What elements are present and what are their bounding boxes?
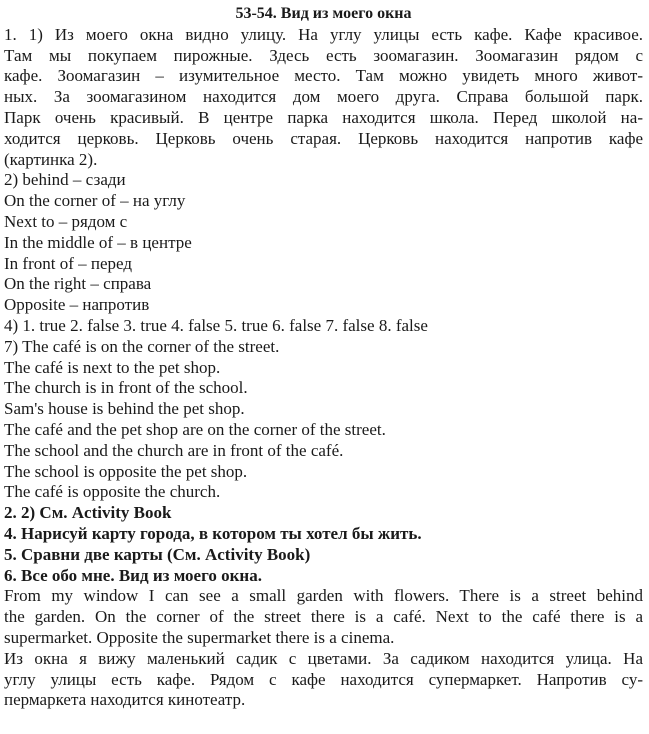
vocab-item: On the corner of – на углу bbox=[4, 191, 186, 211]
document-page bbox=[4, 4, 643, 711]
text-line: ных. За зоомагазином находится дом моего друга. Справа большой парк. bbox=[4, 87, 643, 107]
text-line: Там мы покупаем пирожные. Здесь есть зоомагазин. Зоомагазин рядом с bbox=[4, 45, 643, 65]
text-line: углу улицы есть кафе. Рядом с кафе находится супермаркет. Напротив су- bbox=[4, 669, 643, 689]
text-line: Парк очень красивый. В центре парка находится школа. Перед школой на- bbox=[4, 107, 643, 127]
sentence: 7) The café is on the corner of the street. bbox=[4, 336, 280, 356]
sentence: The café and the pet shop are on the corner of the street. bbox=[4, 419, 386, 439]
russian-paragraph bbox=[4, 649, 643, 711]
text-line: кафе. Зоомагазин – изумительное место. Там можно увидеть много живот- bbox=[4, 66, 643, 86]
sentence: The café is next to the pet shop. bbox=[4, 357, 221, 377]
text-line: Из окна я вижу маленький садик с цветами. За садиком находится улица. На bbox=[4, 648, 643, 668]
sentence: The school and the church are in front of the café. bbox=[4, 440, 344, 460]
exercise-1-text bbox=[4, 25, 643, 171]
english-paragraph bbox=[4, 586, 643, 648]
vocab-item: In front of – перед bbox=[4, 253, 132, 273]
text-line: пермаркета находится кинотеатр. bbox=[4, 690, 246, 710]
vocab-item: 2) behind – сзади bbox=[4, 170, 126, 190]
vocab-item: Next to – рядом с bbox=[4, 211, 128, 231]
text-line: the garden. On the corner of the street there is a café. Next to the café there is a bbox=[4, 607, 643, 627]
heading-6: 6. Все обо мне. Вид из моего окна. bbox=[4, 565, 262, 585]
text-line: From my window I can see a small garden with flowers. There is a street behind bbox=[4, 586, 643, 606]
text-line: supermarket. Opposite the supermarket there is a cinema. bbox=[4, 627, 395, 647]
vocab-item: On the right – справа bbox=[4, 274, 152, 294]
sentence: The church is in front of the school. bbox=[4, 378, 248, 398]
vocabulary-list bbox=[4, 170, 643, 316]
sentence: The school is opposite the pet shop. bbox=[4, 461, 248, 481]
sentence: Sam's house is behind the pet shop. bbox=[4, 399, 245, 419]
text-line: 1. 1) Из моего окна видно улицу. На углу улицы есть кафе. Кафе красивое. bbox=[4, 24, 643, 44]
heading-4: 4. Нарисуй карту города, в котором ты хотел бы жить. bbox=[4, 523, 422, 543]
heading-5: 5. Сравни две карты (См. Activity Book) bbox=[4, 544, 311, 564]
vocab-item: Opposite – напротив bbox=[4, 295, 150, 315]
text-line: ходится церковь. Церковь очень старая. Церковь находится напротив кафе bbox=[4, 128, 643, 148]
page-title: 53-54. Вид из моего окна bbox=[235, 5, 412, 22]
heading-2-2: 2. 2) См. Activity Book bbox=[4, 503, 172, 523]
sentence: The café is opposite the church. bbox=[4, 482, 221, 502]
text-line: (картинка 2). bbox=[4, 149, 98, 169]
vocab-item: In the middle of – в центре bbox=[4, 232, 192, 252]
sentences-7 bbox=[4, 337, 643, 503]
answers-4: 4) 1. true 2. false 3. true 4. false 5. true 6. false 7. false 8. false bbox=[4, 315, 428, 335]
